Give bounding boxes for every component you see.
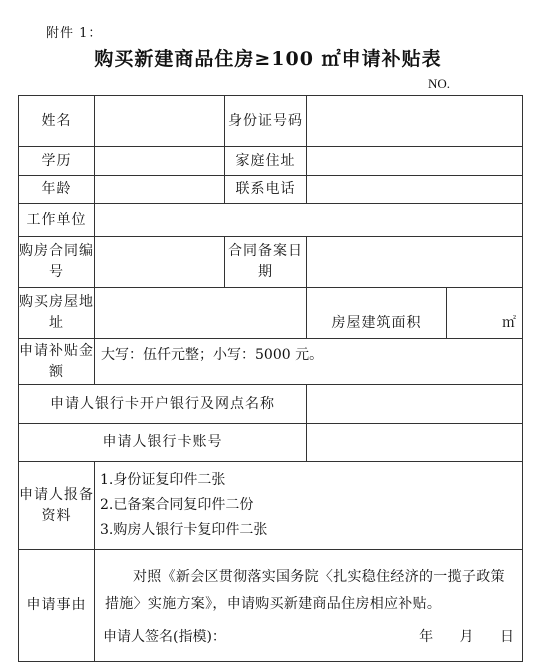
row-reason: [19, 550, 523, 662]
documents-list: [95, 462, 523, 550]
reason-text: 对照《新会区贯彻落实国务院〈扎实稳住经济的一揽子政策措施〉实施方案》，申请购买新建商品住房相应补贴。: [105, 569, 505, 612]
contract-number-field[interactable]: [95, 237, 225, 288]
age-field[interactable]: [95, 176, 225, 204]
phone-field[interactable]: [307, 176, 523, 204]
row-contract: [19, 237, 523, 288]
row-employer: [19, 204, 523, 237]
reason-cell: [95, 550, 523, 662]
row-bank-account: [19, 424, 523, 462]
floor-area-field[interactable]: [447, 288, 523, 339]
documents-label: 申请人报备资料: [19, 462, 95, 550]
home-address-label: 家庭住址: [225, 147, 307, 176]
floor-area-label: 房屋建筑面积: [307, 288, 447, 339]
contract-number-label: 购房合同编号: [19, 237, 95, 288]
document-item: 1.身份证复印件二张: [100, 472, 226, 488]
subsidy-amount-label: 申请补贴金额: [19, 339, 95, 385]
filing-date-field[interactable]: [307, 237, 523, 288]
row-name: [19, 96, 523, 147]
signature-label: 申请人签名(指模)：: [103, 629, 226, 645]
reason-label: 申请事由: [19, 550, 95, 662]
home-address-field[interactable]: [307, 147, 523, 176]
bank-account-label: 申请人银行卡账号: [19, 424, 307, 462]
employer-label: 工作单位: [19, 204, 95, 237]
age-label: 年龄: [19, 176, 95, 204]
form-title: 购买新建商品住房≥100 ㎡申请补贴表: [94, 48, 442, 70]
id-number-field[interactable]: [307, 96, 523, 147]
name-label: 姓名: [19, 96, 95, 147]
subsidy-amount-value: 大写：伍仟元整；小写：5000 元。: [95, 339, 523, 385]
signature-row: [103, 627, 514, 647]
bank-branch-field[interactable]: [307, 385, 523, 424]
house-address-field[interactable]: [95, 288, 307, 339]
row-subsidy: [19, 339, 523, 385]
attachment-label: 附件 1：: [46, 26, 103, 41]
row-documents: [19, 462, 523, 550]
signature-date: 年 月 日: [419, 629, 514, 645]
area-unit: ㎡: [502, 315, 516, 331]
education-field[interactable]: [95, 147, 225, 176]
row-house-address: [19, 288, 523, 339]
document-item: 3.购房人银行卡复印件二张: [100, 522, 268, 538]
row-age: [19, 176, 523, 204]
filing-date-label: 合同备案日期: [225, 237, 307, 288]
subsidy-application-table: [18, 95, 523, 662]
row-bank-branch: [19, 385, 523, 424]
row-education: [19, 147, 523, 176]
number-label: NO.: [428, 76, 451, 91]
education-label: 学历: [19, 147, 95, 176]
bank-branch-label: 申请人银行卡开户银行及网点名称: [19, 385, 307, 424]
house-address-label: 购买房屋地址: [19, 288, 95, 339]
phone-label: 联系电话: [225, 176, 307, 204]
id-number-label: 身份证号码: [225, 96, 307, 147]
document-item: 2.已备案合同复印件二份: [100, 497, 254, 513]
name-field[interactable]: [95, 96, 225, 147]
employer-field[interactable]: [95, 204, 523, 237]
bank-account-field[interactable]: [307, 424, 523, 462]
